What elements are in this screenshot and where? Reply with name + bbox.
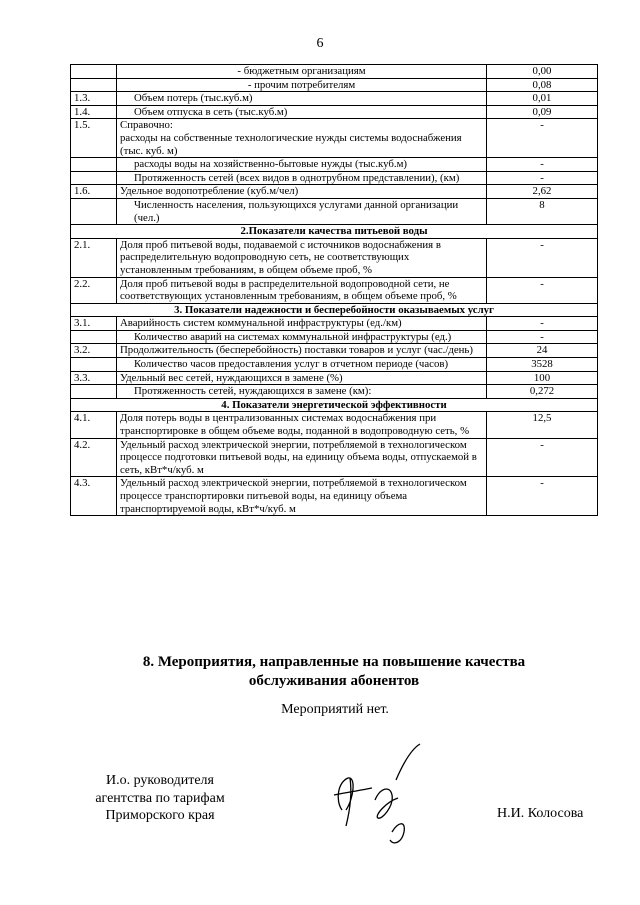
row-value: 2,62: [487, 185, 598, 199]
row-number: 3.1.: [71, 317, 117, 331]
row-description: Объем отпуска в сеть (тыс.куб.м): [134, 105, 288, 118]
indicators-table-body: [71, 65, 598, 516]
table-row: [71, 438, 598, 477]
row-description: Аварийность систем коммунальной инфраструктуры (ед./км): [120, 317, 402, 330]
row-description: Количество часов предоставления услуг в отчетном периоде (часов): [134, 358, 449, 371]
row-number: [71, 65, 117, 79]
row-number: [71, 385, 117, 399]
table-row: [71, 78, 598, 92]
row-description-cell: [117, 198, 487, 224]
table-row: [71, 158, 598, 172]
row-description: Справочно: расходы на собственные технологические нужды системы водоснабжения (тыс. куб. м): [120, 119, 462, 157]
table-row: [71, 65, 598, 79]
section-header-row: [71, 398, 598, 412]
table-row: [71, 198, 598, 224]
section-header-row: [71, 303, 598, 317]
row-description-cell: [117, 277, 487, 303]
row-description: расходы воды на хозяйственно-бытовые нужды (тыс.куб.м): [134, 158, 408, 171]
row-description-cell: [117, 158, 487, 172]
row-value: 0,01: [487, 92, 598, 106]
table-row: [71, 358, 598, 372]
table-row: [71, 185, 598, 199]
table-row: [71, 344, 598, 358]
row-description: Численность населения, пользующихся услугами данной организации (чел.): [134, 198, 459, 224]
row-number: 1.5.: [71, 119, 117, 158]
row-number: 1.4.: [71, 105, 117, 119]
row-number: 4.1.: [71, 412, 117, 438]
row-description: Объем потерь (тыс.куб.м): [134, 92, 253, 105]
row-number: 2.1.: [71, 238, 117, 277]
section-8-title-line2: обслуживания абонентов: [248, 673, 420, 689]
row-description-cell: [117, 171, 487, 185]
row-description-cell: [117, 92, 487, 106]
row-description: Доля проб питьевой воды в распределительной водопроводной сети, не соответствующих установленным требованиям, в общем объеме проб, %: [120, 277, 457, 303]
row-value: 3528: [487, 358, 598, 372]
section-header: 3. Показатели надежности и бесперебойности оказываемых услуг: [71, 303, 598, 317]
row-number: 1.6.: [71, 185, 117, 199]
row-value: -: [487, 171, 598, 185]
table-row: [71, 317, 598, 331]
row-description-cell: [117, 317, 487, 331]
row-description: Протяженность сетей, нуждающихся в замене (км):: [134, 385, 372, 398]
row-value: 0,09: [487, 105, 598, 119]
signer-title-line2: агентства по тарифам: [95, 790, 225, 806]
row-number: 1.3.: [71, 92, 117, 106]
row-value: -: [487, 158, 598, 172]
row-description-cell: [117, 371, 487, 385]
row-number: 3.3.: [71, 371, 117, 385]
row-value: -: [487, 119, 598, 158]
table-row: [71, 171, 598, 185]
table-row: [71, 92, 598, 106]
row-description-cell: [117, 438, 487, 477]
row-description-cell: [117, 185, 487, 199]
row-description: Количество аварий на системах коммунальной инфраструктуры (ед.): [134, 330, 452, 343]
row-description-cell: [117, 412, 487, 438]
row-description: Доля проб питьевой воды, подаваемой с источников водоснабжения в распределительную водопроводную сеть, не соответствующих установленным требованиям, в общем объеме проб, %: [120, 238, 441, 276]
table-row: [71, 385, 598, 399]
row-number: [71, 330, 117, 344]
row-number: 4.3.: [71, 477, 117, 516]
section-header: 4. Показатели энергетической эффективности: [71, 398, 598, 412]
row-value: 24: [487, 344, 598, 358]
row-description: Удельный расход электрической энергии, потребляемой в технологическом процессе транспортировки питьевой воды, на единицу объема транспортируемой воды, кВт*ч/куб. м: [120, 477, 467, 515]
table-row: [71, 238, 598, 277]
row-description-cell: [117, 119, 487, 158]
row-value: -: [487, 277, 598, 303]
indicators-table: [70, 64, 598, 516]
row-description: Протяженность сетей (всех видов в однотрубном представлении), (км): [134, 171, 460, 184]
row-number: [71, 78, 117, 92]
row-description-cell: [117, 344, 487, 358]
row-description: Удельный вес сетей, нуждающихся в замене (%): [120, 371, 343, 384]
signer-title-line1: И.о. руководителя: [105, 773, 214, 788]
table-row: [71, 330, 598, 344]
row-description-cell: [117, 65, 487, 79]
row-number: 4.2.: [71, 438, 117, 477]
table-row: [71, 105, 598, 119]
page-number: 6: [316, 36, 324, 51]
row-value: 100: [487, 371, 598, 385]
section-8-title: [70, 653, 598, 691]
row-number: [71, 358, 117, 372]
section-header: 2.Показатели качества питьевой воды: [71, 225, 598, 239]
row-value: -: [487, 330, 598, 344]
row-value: -: [487, 438, 598, 477]
row-description: - бюджетным организациям: [237, 65, 366, 77]
row-description-cell: [117, 330, 487, 344]
row-value: 0,08: [487, 78, 598, 92]
table-row: [71, 119, 598, 158]
row-value: -: [487, 238, 598, 277]
row-description-cell: [117, 105, 487, 119]
row-value: 0,00: [487, 65, 598, 79]
row-description-cell: [117, 78, 487, 92]
row-description-cell: [117, 477, 487, 516]
row-value: 8: [487, 198, 598, 224]
row-number: 2.2.: [71, 277, 117, 303]
row-number: 3.2.: [71, 344, 117, 358]
row-description-cell: [117, 238, 487, 277]
row-value: -: [487, 317, 598, 331]
signer-name: Н.И. Колосова: [497, 806, 584, 821]
signer-title-line3: Приморского края: [105, 808, 215, 823]
row-value: 12,5: [487, 412, 598, 438]
row-description: Удельное водопотребление (куб.м/чел): [120, 185, 299, 198]
row-description: Доля потерь воды в централизованных системах водоснабжения при транспортировке в общем объеме воды, поданной в водопроводную сеть, %: [120, 412, 470, 438]
row-number: [71, 198, 117, 224]
row-description-cell: [117, 385, 487, 399]
row-value: -: [487, 477, 598, 516]
section-8-title-line1: 8. Мероприятия, направленные на повышение качества: [142, 654, 526, 670]
table-row: [71, 371, 598, 385]
row-description: Продолжительность (бесперебойность) поставки товаров и услуг (час./день): [120, 344, 473, 357]
signer-title: [70, 772, 250, 825]
no-measures-text: Мероприятий нет.: [281, 702, 389, 717]
section-header-row: [71, 225, 598, 239]
row-number: [71, 158, 117, 172]
row-number: [71, 171, 117, 185]
table-row: [71, 477, 598, 516]
handwritten-signature: [320, 740, 440, 850]
row-description: - прочим потребителям: [247, 78, 356, 91]
table-row: [71, 412, 598, 438]
table-row: [71, 277, 598, 303]
row-value: 0,272: [487, 385, 598, 399]
row-description: Удельный расход электрической энергии, потребляемой в технологическом процессе подготовки питьевой воды, на единицу объема воды, отпускаемой в сеть, кВт*ч/куб. м: [120, 438, 477, 476]
row-description-cell: [117, 358, 487, 372]
